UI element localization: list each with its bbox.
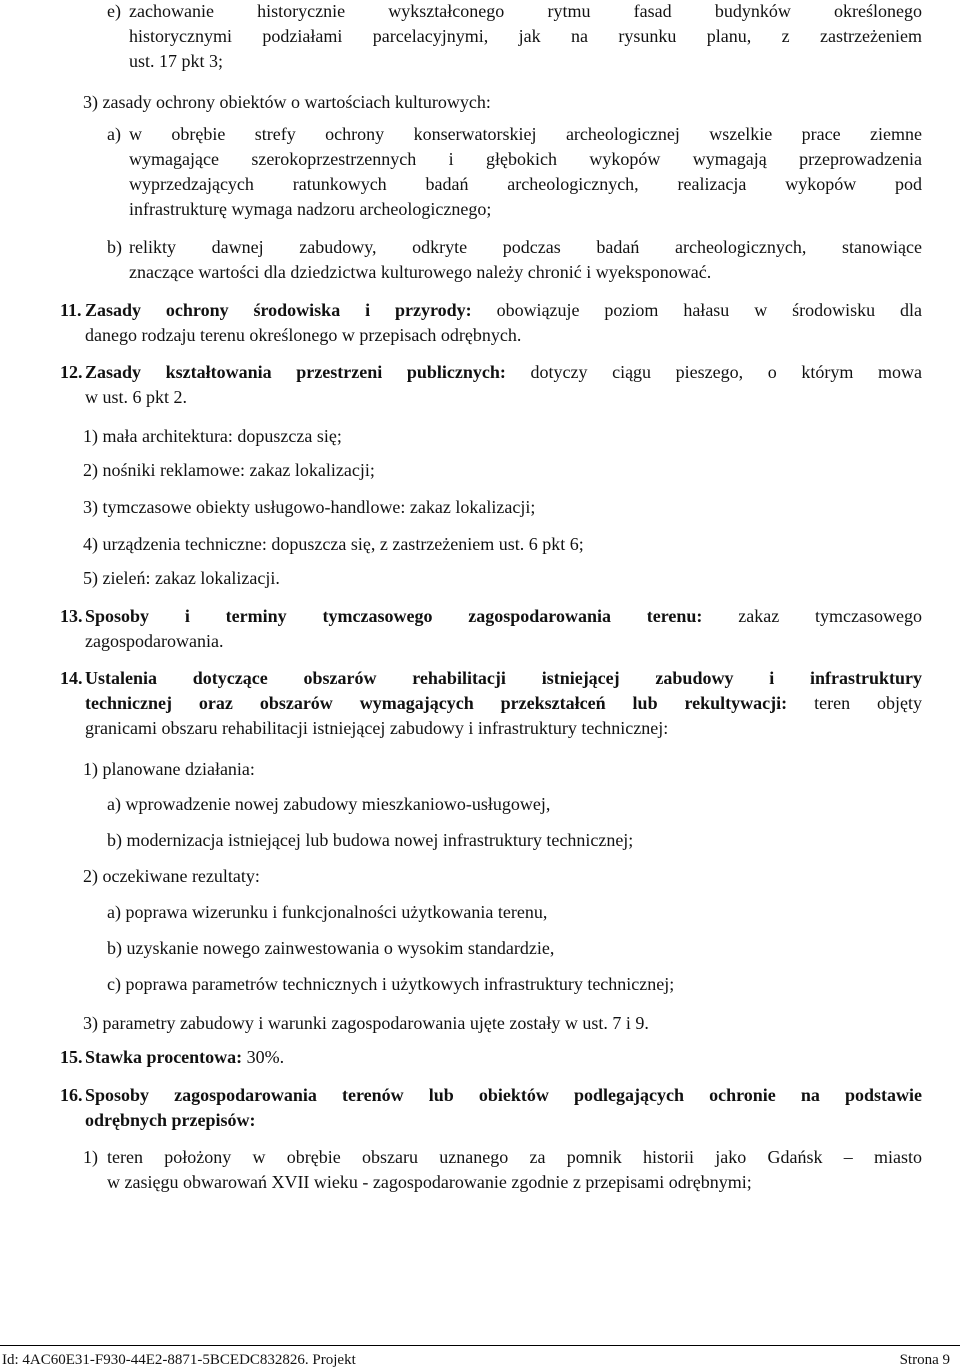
footer-page-number: Strona 9 — [899, 1352, 950, 1368]
section-heading: technicznej oraz obszarów wymagających przekształceń lub rekultywacji: — [85, 693, 788, 713]
section-number: 16. — [60, 1085, 83, 1105]
item-marker: 1) — [83, 1147, 98, 1167]
list-item-3: 3) zasady ochrony obiektów o wartościach kulturowych: — [83, 92, 491, 112]
text-line: dotyczy ciągu pieszego, o którym mowa — [530, 362, 922, 382]
section-number: 11. — [60, 300, 82, 320]
section-15 — [60, 1045, 284, 1070]
section-11 — [60, 298, 922, 348]
text-line: ust. 17 pkt 3; — [129, 51, 224, 71]
text-line: teren objęty — [814, 693, 922, 713]
section-16 — [60, 1083, 922, 1133]
text-line: infrastrukturę wymaga nadzoru archeologicznego; — [129, 199, 492, 219]
list-item: b) uzyskanie nowego zainwestowania o wysokim standardzie, — [107, 938, 555, 958]
list-item: 5) zieleń: zakaz lokalizacji. — [83, 568, 280, 588]
text-line: wyprzedzających ratunkowych badań archeologicznych, realizacja wykopów pod — [129, 174, 922, 194]
section-heading: Sposoby i terminy tymczasowego zagospodarowania terenu: — [85, 606, 703, 626]
section-heading: Zasady kształtowania przestrzeni publicznych: — [85, 362, 506, 382]
section-number: 15. — [60, 1047, 83, 1067]
text-line: zachowanie historycznie wykształconego rytmu fasad budynków określonego — [129, 1, 922, 21]
footer-divider — [0, 1345, 960, 1346]
text-line: wymagające szerokoprzestrzennych i głębokich wykopów wymagają przeprowadzenia — [129, 149, 922, 169]
section-12 — [60, 360, 922, 410]
list-item-a — [107, 122, 922, 222]
list-item: 4) urządzenia techniczne: dopuszcza się, z zastrzeżeniem ust. 6 pkt 6; — [83, 534, 584, 554]
section-13 — [60, 604, 922, 654]
list-item: 3) parametry zabudowy i warunki zagospodarowania ujęte zostały w ust. 7 i 9. — [83, 1013, 649, 1033]
list-item-b — [107, 235, 922, 285]
list-item-1 — [83, 1145, 922, 1195]
footer-document-id: Id: 4AC60E31-F930-44E2-8871-5BCEDC832826. Projekt — [2, 1352, 356, 1368]
item-marker: a) — [107, 124, 121, 144]
item-marker: b) — [107, 237, 122, 257]
list-item-e — [107, 0, 922, 74]
section-number: 12. — [60, 362, 83, 382]
list-item: a) poprawa wizerunku i funkcjonalności użytkowania terenu, — [107, 902, 548, 922]
section-heading: Sposoby zagospodarowania terenów lub obiektów podlegających ochronie na podstawie — [85, 1085, 922, 1105]
list-item: 2) nośniki reklamowe: zakaz lokalizacji; — [83, 460, 375, 480]
section-heading: Stawka procentowa: — [85, 1047, 243, 1067]
section-heading: Ustalenia dotyczące obszarów rehabilitacji istniejącej zabudowy i infrastruktury — [85, 668, 922, 688]
list-item: 2) oczekiwane rezultaty: — [83, 866, 260, 886]
list-item: c) poprawa parametrów technicznych i użytkowych infrastruktury technicznej; — [107, 974, 675, 994]
text-line: znaczące wartości dla dziedzictwa kulturowego należy chronić i wyeksponować. — [129, 262, 712, 282]
item-marker: e) — [107, 1, 121, 21]
list-item: 1) planowane działania: — [83, 759, 255, 779]
section-number: 14. — [60, 668, 83, 688]
section-14 — [60, 666, 922, 741]
text-line: zagospodarowania. — [85, 631, 224, 651]
section-heading: odrębnych przepisów: — [85, 1110, 256, 1130]
text-line: w ust. 6 pkt 2. — [85, 387, 188, 407]
text-line: zakaz tymczasowego — [738, 606, 923, 626]
text-line: teren położony w obrębie obszaru uznanego za pomnik historii jako Gdańsk – miasto — [107, 1147, 922, 1167]
list-item: a) wprowadzenie nowej zabudowy mieszkaniowo-usługowej, — [107, 794, 551, 814]
list-item: b) modernizacja istniejącej lub budowa nowej infrastruktury technicznej; — [107, 830, 634, 850]
text-line: obowiązuje poziom hałasu w środowisku dla — [496, 300, 923, 320]
text-line: w obrębie strefy ochrony konserwatorskiej archeologicznej wszelkie prace ziemne — [129, 124, 922, 144]
list-item: 3) tymczasowe obiekty usługowo-handlowe: zakaz lokalizacji; — [83, 497, 536, 517]
text-line: danego rodzaju terenu określonego w przepisach odrębnych. — [85, 325, 522, 345]
text-line: w zasięgu obwarowań XVII wieku - zagospodarowanie zgodnie z przepisami odrębnymi; — [107, 1172, 752, 1192]
section-value: 30%. — [246, 1047, 285, 1067]
section-number: 13. — [60, 606, 83, 626]
section-heading: Zasady ochrony środowiska i przyrody: — [85, 300, 472, 320]
text-line: relikty dawnej zabudowy, odkryte podczas badań archeologicznych, stanowiące — [129, 237, 922, 257]
list-item: 1) mała architektura: dopuszcza się; — [83, 426, 342, 446]
text-line: granicami obszaru rehabilitacji istniejącej zabudowy i infrastruktury technicznej: — [85, 718, 669, 738]
text-line: historycznymi podziałami parcelacyjnymi, jak na rysunku planu, z zastrzeżeniem — [129, 26, 922, 46]
